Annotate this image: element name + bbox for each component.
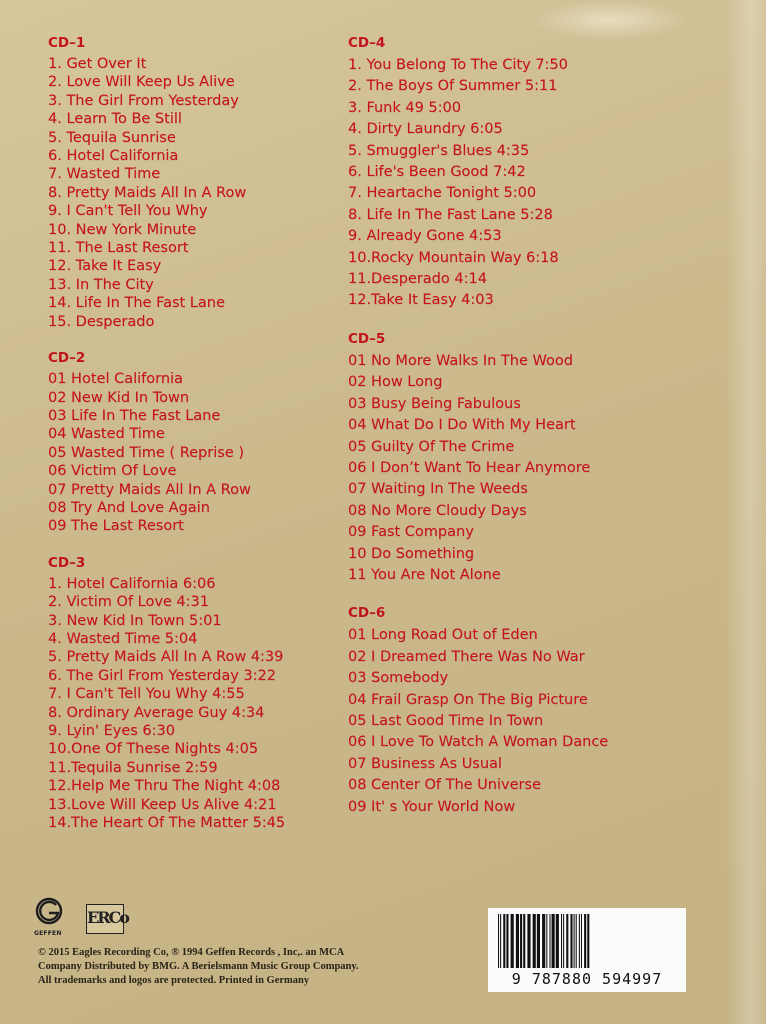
track-item: 1. Get Over It bbox=[48, 56, 147, 72]
track-item: 13. In The City bbox=[48, 276, 154, 293]
track-item: 08 Center Of The Universe bbox=[348, 777, 541, 794]
copyright-line-2: Company Distributed by BMG. A Berielsmann Music Group Company. bbox=[38, 961, 359, 972]
barcode-bar bbox=[498, 914, 499, 968]
track-item: 07 Waiting In The Weeds bbox=[348, 481, 528, 498]
track-item: 02 I Dreamed There Was No War bbox=[348, 648, 585, 665]
track-item: 09 Fast Company bbox=[348, 524, 474, 541]
track-item: 01 Hotel California bbox=[48, 371, 183, 388]
barcode-bar bbox=[506, 914, 508, 968]
track-item: 5. Tequila Sunrise bbox=[48, 129, 176, 146]
track-list bbox=[48, 55, 338, 331]
erco-logo-icon: ERCo bbox=[86, 904, 124, 934]
track-item: 13.Love Will Keep Us Alive 4:21 bbox=[48, 796, 277, 813]
track-item: 01 No More Walks In The Wood bbox=[348, 352, 573, 369]
track-item: 09 The Last Resort bbox=[48, 518, 184, 535]
disc-section bbox=[348, 604, 748, 818]
barcode-bar bbox=[503, 914, 505, 968]
barcode-bar bbox=[549, 914, 550, 968]
track-item: 6. The Girl From Yesterday 3:22 bbox=[48, 667, 276, 684]
track-item: 3. The Girl From Yesterday bbox=[48, 92, 239, 109]
track-item: 3. New Kid In Town 5:01 bbox=[48, 612, 222, 629]
barcode-bar bbox=[533, 914, 536, 968]
barcode-bars bbox=[496, 914, 678, 968]
track-item: 01 Long Road Out of Eden bbox=[348, 627, 538, 644]
track-item: 06 I Don’t Want To Hear Anymore bbox=[348, 459, 591, 476]
tracklist-right-column bbox=[348, 34, 748, 836]
track-item: 2. The Boys Of Summer 5:11 bbox=[348, 78, 558, 95]
track-item: 09 It' s Your World Now bbox=[348, 798, 516, 815]
track-item: 10.One Of These Nights 4:05 bbox=[48, 741, 259, 758]
barcode-bar bbox=[566, 914, 568, 968]
barcode-bar bbox=[570, 914, 572, 968]
disc-section bbox=[348, 34, 748, 312]
track-item: 03 Somebody bbox=[348, 670, 449, 687]
barcode-bar bbox=[587, 914, 589, 968]
disc-title: CD–1 bbox=[48, 35, 86, 51]
track-item: 4. Wasted Time 5:04 bbox=[48, 630, 198, 647]
track-item: 10. New York Minute bbox=[48, 221, 197, 238]
track-item: 5. Smuggler's Blues 4:35 bbox=[348, 142, 530, 159]
disc-section bbox=[48, 554, 338, 833]
copyright-notice bbox=[38, 946, 478, 988]
barcode-bar bbox=[516, 914, 519, 968]
track-item: 15. Desperado bbox=[48, 313, 155, 330]
track-list bbox=[48, 370, 338, 536]
track-item: 2. Love Will Keep Us Alive bbox=[48, 74, 235, 91]
track-item: 03 Busy Being Fabulous bbox=[348, 395, 521, 412]
track-item: 1. You Belong To The City 7:50 bbox=[348, 57, 568, 73]
track-list bbox=[348, 55, 748, 312]
barcode-bar bbox=[563, 914, 564, 968]
track-item: 02 How Long bbox=[348, 374, 443, 391]
track-list bbox=[48, 575, 338, 833]
track-item: 7. Heartache Tonight 5:00 bbox=[348, 185, 537, 202]
barcode-bar bbox=[546, 914, 547, 968]
track-item: 02 New Kid In Town bbox=[48, 389, 190, 406]
barcode-bar bbox=[574, 914, 575, 968]
disc-title: CD–5 bbox=[348, 330, 386, 347]
track-item: 5. Pretty Maids All In A Row 4:39 bbox=[48, 649, 284, 666]
barcode-bar bbox=[579, 914, 580, 968]
track-item: 14. Life In The Fast Lane bbox=[48, 295, 225, 312]
track-item: 04 Frail Grasp On The Big Picture bbox=[348, 691, 588, 708]
track-item: 11.Desperado 4:14 bbox=[348, 271, 487, 288]
barcode-bar bbox=[556, 914, 559, 968]
geffen-logo-text: GEFFEN bbox=[34, 930, 62, 937]
copyright-line-3: All trademarks and logos are protected. Printed in Germany bbox=[38, 975, 310, 986]
barcode-bar bbox=[520, 914, 522, 968]
track-item: 06 I Love To Watch A Woman Dance bbox=[348, 734, 609, 751]
barcode-bar bbox=[576, 914, 577, 968]
track-list bbox=[348, 625, 748, 818]
track-item: 6. Life's Been Good 7:42 bbox=[348, 164, 526, 181]
track-item: 2. Victim Of Love 4:31 bbox=[48, 594, 209, 611]
barcode-bar bbox=[542, 914, 545, 968]
barcode-bar bbox=[552, 914, 555, 968]
track-item: 05 Guilty Of The Crime bbox=[348, 438, 515, 455]
barcode-bar bbox=[561, 914, 562, 968]
track-item: 7. Wasted Time bbox=[48, 166, 161, 183]
barcode-bar bbox=[523, 914, 525, 968]
track-item: 11.Tequila Sunrise 2:59 bbox=[48, 759, 218, 776]
track-item: 05 Last Good Time In Town bbox=[348, 712, 544, 729]
barcode-bar bbox=[511, 914, 514, 968]
disc-title: CD–4 bbox=[348, 35, 386, 51]
track-item: 4. Learn To Be Still bbox=[48, 111, 182, 128]
track-item: 06 Victim Of Love bbox=[48, 463, 177, 480]
disc-section bbox=[48, 34, 338, 331]
track-item: 07 Business As Usual bbox=[348, 755, 502, 772]
track-item: 04 What Do I Do With My Heart bbox=[348, 417, 576, 434]
track-item: 8. Ordinary Average Guy 4:34 bbox=[48, 704, 265, 721]
track-item: 08 No More Cloudy Days bbox=[348, 502, 527, 519]
disc-section bbox=[348, 330, 748, 586]
track-item: 10 Do Something bbox=[348, 545, 475, 562]
track-item: 11 You Are Not Alone bbox=[348, 566, 501, 583]
track-item: 1. Hotel California 6:06 bbox=[48, 575, 216, 592]
track-item: 05 Wasted Time ( Reprise ) bbox=[48, 444, 244, 461]
barcode-bar bbox=[527, 914, 530, 968]
tracklist-left-column bbox=[48, 34, 338, 850]
barcode-bar bbox=[584, 914, 586, 968]
track-item: 9. Already Gone 4:53 bbox=[348, 228, 502, 245]
track-item: 03 Life In The Fast Lane bbox=[48, 407, 221, 424]
disc-section bbox=[48, 349, 338, 536]
track-item: 8. Life In The Fast Lane 5:28 bbox=[348, 206, 553, 223]
track-item: 08 Try And Love Again bbox=[48, 499, 210, 516]
barcode-bar bbox=[537, 914, 540, 968]
track-item: 9. Lyin' Eyes 6:30 bbox=[48, 723, 175, 739]
track-item: 14.The Heart Of The Matter 5:45 bbox=[48, 815, 286, 832]
track-item: 11. The Last Resort bbox=[48, 240, 189, 257]
copyright-line-1: © 2015 Eagles Recording Co, ® 1994 Geffen Records , Inc,. an MCA bbox=[38, 947, 345, 958]
barcode bbox=[488, 908, 686, 992]
track-item: 07 Pretty Maids All In A Row bbox=[48, 481, 251, 498]
track-item: 04 Wasted Time bbox=[48, 426, 165, 443]
track-item: 6. Hotel California bbox=[48, 148, 179, 165]
disc-title: CD–6 bbox=[348, 605, 386, 622]
barcode-number: 9 787880 594997 bbox=[511, 970, 663, 988]
track-item: 9. I Can't Tell You Why bbox=[48, 203, 208, 220]
barcode-bar bbox=[500, 914, 501, 968]
track-item: 12.Help Me Thru The Night 4:08 bbox=[48, 778, 281, 795]
disc-title: CD–3 bbox=[48, 554, 86, 571]
track-item: 8. Pretty Maids All In A Row bbox=[48, 184, 247, 201]
track-item: 7. I Can't Tell You Why 4:55 bbox=[48, 686, 245, 703]
track-list bbox=[348, 351, 748, 586]
track-item: 4. Dirty Laundry 6:05 bbox=[348, 121, 503, 138]
track-item: 3. Funk 49 5:00 bbox=[348, 99, 461, 116]
barcode-bar bbox=[581, 914, 582, 968]
track-item: 10.Rocky Mountain Way 6:18 bbox=[348, 249, 559, 266]
track-item: 12. Take It Easy bbox=[48, 258, 162, 275]
disc-title: CD–2 bbox=[48, 350, 86, 367]
track-item: 12.Take It Easy 4:03 bbox=[348, 292, 494, 309]
